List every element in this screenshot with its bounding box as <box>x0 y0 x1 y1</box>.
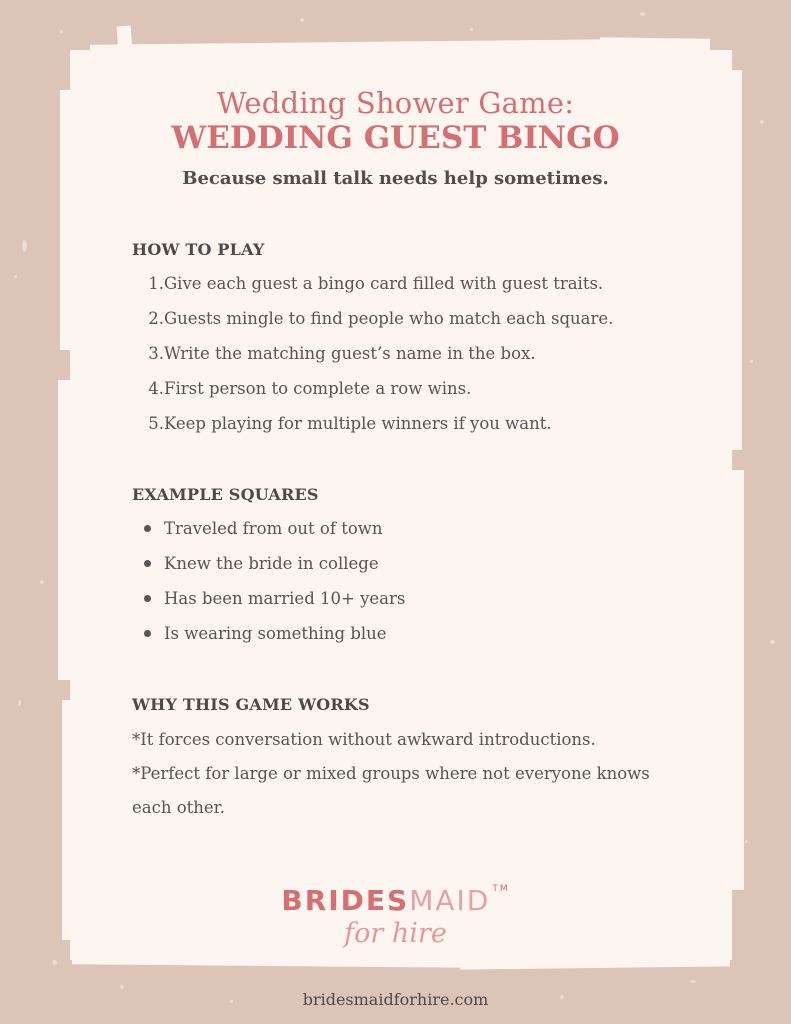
step-text: Guests mingle to find people who match each square. <box>164 309 614 328</box>
bullet-icon <box>144 595 151 602</box>
example-square-text: Traveled from out of town <box>164 519 383 538</box>
example-square-item <box>140 581 405 616</box>
step-number: 2. <box>148 309 164 328</box>
how-to-play-step <box>140 406 613 441</box>
example-square-item <box>140 546 405 581</box>
bullet-icon <box>144 525 151 532</box>
logo-word-bold: BRIDES <box>281 884 410 917</box>
logo-script: for hire <box>344 918 447 949</box>
footer-url[interactable]: bridesmaidforhire.com <box>302 990 489 1009</box>
why-it-works-line: *Perfect for large or mixed groups where not everyone knows each other. <box>132 764 650 817</box>
bullet-icon <box>144 560 151 567</box>
step-number: 1. <box>148 274 164 293</box>
how-to-play-step <box>140 266 613 301</box>
example-square-text: Knew the bride in college <box>164 554 379 573</box>
brand-logo <box>0 884 791 917</box>
example-square-item <box>140 616 405 651</box>
step-text: Keep playing for multiple winners if you want. <box>164 414 552 433</box>
page-subtitle: Because small talk needs help sometimes. <box>182 168 609 189</box>
bullet-icon <box>144 630 151 637</box>
why-it-works-line: *It forces conversation without awkward introductions. <box>132 730 596 749</box>
example-squares-list <box>140 511 405 651</box>
how-to-play-step <box>140 371 613 406</box>
step-text: Give each guest a bingo card filled with guest traits. <box>164 274 604 293</box>
example-squares-heading: EXAMPLE SQUARES <box>132 485 319 504</box>
page-title-line-2: WEDDING GUEST BINGO <box>171 120 620 156</box>
how-to-play-list <box>140 266 613 441</box>
logo-word-light: MAID <box>409 884 491 917</box>
step-text: Write the matching guest’s name in the box. <box>164 344 536 363</box>
example-square-text: Has been married 10+ years <box>164 589 406 608</box>
how-to-play-step <box>140 301 613 336</box>
step-number: 3. <box>148 344 164 363</box>
step-number: 5. <box>148 414 164 433</box>
how-to-play-heading: HOW TO PLAY <box>132 240 265 259</box>
step-text: First person to complete a row wins. <box>164 379 472 398</box>
step-number: 4. <box>148 379 164 398</box>
why-it-works-heading: WHY THIS GAME WORKS <box>132 695 370 714</box>
page-title-line-1: Wedding Shower Game: <box>216 86 575 120</box>
example-square-text: Is wearing something blue <box>164 624 387 643</box>
example-square-item <box>140 511 405 546</box>
logo-trademark: TM <box>492 884 510 894</box>
how-to-play-step <box>140 336 613 371</box>
